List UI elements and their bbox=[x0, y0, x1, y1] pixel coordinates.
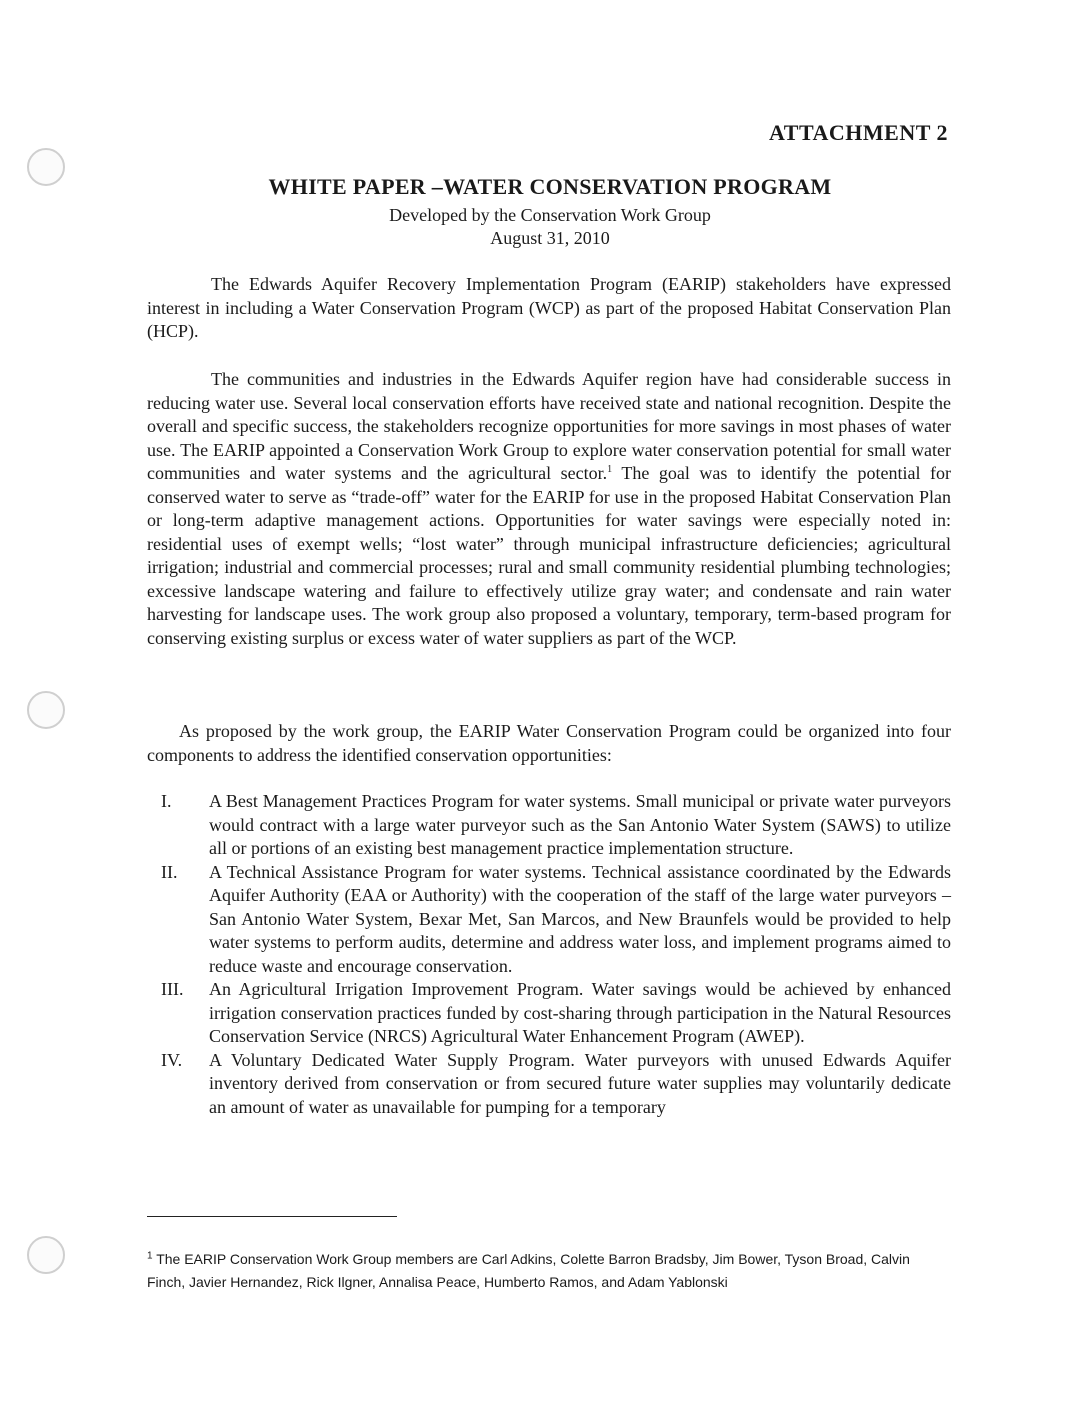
footnote-marker: 1 bbox=[147, 1250, 153, 1262]
footnote-text: The EARIP Conservation Work Group members are Carl Adkins, Colette Barron Bradsby, Jim Bower, Tyson Broad, Calvin Finch, Javier Hernandez, Rick Ilgner, Annalisa Peace, Humberto Ramos, and Adam Yablonski bbox=[147, 1251, 910, 1290]
list-item bbox=[147, 1049, 951, 1120]
list-item-text: A Voluntary Dedicated Water Supply Program. Water purveyors with unused Edwards Aquifer inventory derived from conservation or from secured future water supplies may voluntarily dedicate an amount of water as unavailable for pumping for a temporary bbox=[209, 1049, 951, 1117]
list-item-text: A Best Management Practices Program for water systems. Small municipal or private water purveyors would contract with a large water purveyor such as the San Antonio Water System (SAWS) to utilize all or portions of an existing best management practice implementation structure. bbox=[209, 791, 951, 858]
paragraph-1: The Edwards Aquifer Recovery Implementation Program (EARIP) stakeholders have expressed interest in including a Water Conservation Program (WCP) as part of the proposed Habitat Conservation Plan (HCP). bbox=[147, 274, 951, 341]
page-title: WHITE PAPER –WATER CONSERVATION PROGRAM bbox=[268, 174, 832, 199]
paragraph-2-part-a: The communities and industries in the Edwards Aquifer region have had considerable success in reducing water use. Several local conservation efforts have received state and national recognition. Despite the overall and specific success, the stakeholders recognize opportunities for more savings in most phases of water use. The EARIP appointed a Conservation Work Group to explore water conservation potential for small water communities and water systems and the agricultural sector. bbox=[147, 369, 951, 483]
punch-hole-middle bbox=[27, 691, 65, 729]
list-item bbox=[147, 861, 951, 979]
paragraph-2 bbox=[147, 368, 951, 650]
list-item-text: An Agricultural Irrigation Improvement Program. Water savings would be achieved by enhanced irrigation conservation practices funded by cost-sharing through participation in the Natural Resources Conservation Service (NRCS) Agricultural Water Enhancement Program (AWEP). bbox=[209, 979, 951, 1046]
attachment-label: ATTACHMENT 2 bbox=[769, 120, 948, 145]
list-item-number: III. bbox=[161, 979, 184, 999]
paragraph-3: As proposed by the work group, the EARIP Water Conservation Program could be organized into four components to address the identified conservation opportunities: bbox=[147, 721, 951, 765]
subtitle-author: Developed by the Conservation Work Group bbox=[389, 205, 711, 225]
list-item-number: II. bbox=[161, 861, 178, 882]
list-item bbox=[147, 978, 951, 1049]
subtitle-date: August 31, 2010 bbox=[490, 228, 610, 248]
list-item-number: IV. bbox=[161, 1049, 183, 1070]
list-item-text: A Technical Assistance Program for water systems. Technical assistance coordinated by the Edwards Aquifer Authority (EAA or Authority) with the cooperation of the staff of the large water purveyors – San Antonio Water System, Bexar Met, San Marcos, and New Braunfels would be provided to help water systems to perform audits, determine and address water loss, and implement programs aimed to reduce waste and encourage conservation. bbox=[209, 861, 951, 976]
footnote-ref: 1 bbox=[607, 464, 613, 475]
proposal-paragraph bbox=[147, 720, 951, 767]
paragraph-2-part-b: The goal was to identify the potential for conserved water to serve as “trade-off” water for the EARIP for use in the proposed Habitat Conservation Plan or long-term adaptive management actions. Opportunities for water savings were especially noted in: residential uses of exempt wells; “lost water” through municipal infrastructure deficiencies; agricultural irrigation; industrial and commercial processes; rural and small community residential plumbing technologies; excessive landscape watering and failure to effectively utilize gray water; and condensate and rain water harvesting for landscape uses. The work group also proposed a voluntary, temporary, term-based program for conserving existing surplus or excess water of water suppliers as part of the WCP. bbox=[147, 463, 951, 648]
footnote bbox=[147, 1248, 947, 1294]
subtitle bbox=[0, 204, 1088, 250]
components-list bbox=[147, 790, 951, 1119]
intro-paragraph bbox=[147, 273, 951, 344]
footnote-divider bbox=[147, 1216, 397, 1217]
punch-hole-bottom bbox=[27, 1236, 65, 1274]
list-item-number: I. bbox=[161, 791, 172, 811]
context-paragraph bbox=[147, 368, 951, 650]
list-item bbox=[147, 790, 951, 861]
